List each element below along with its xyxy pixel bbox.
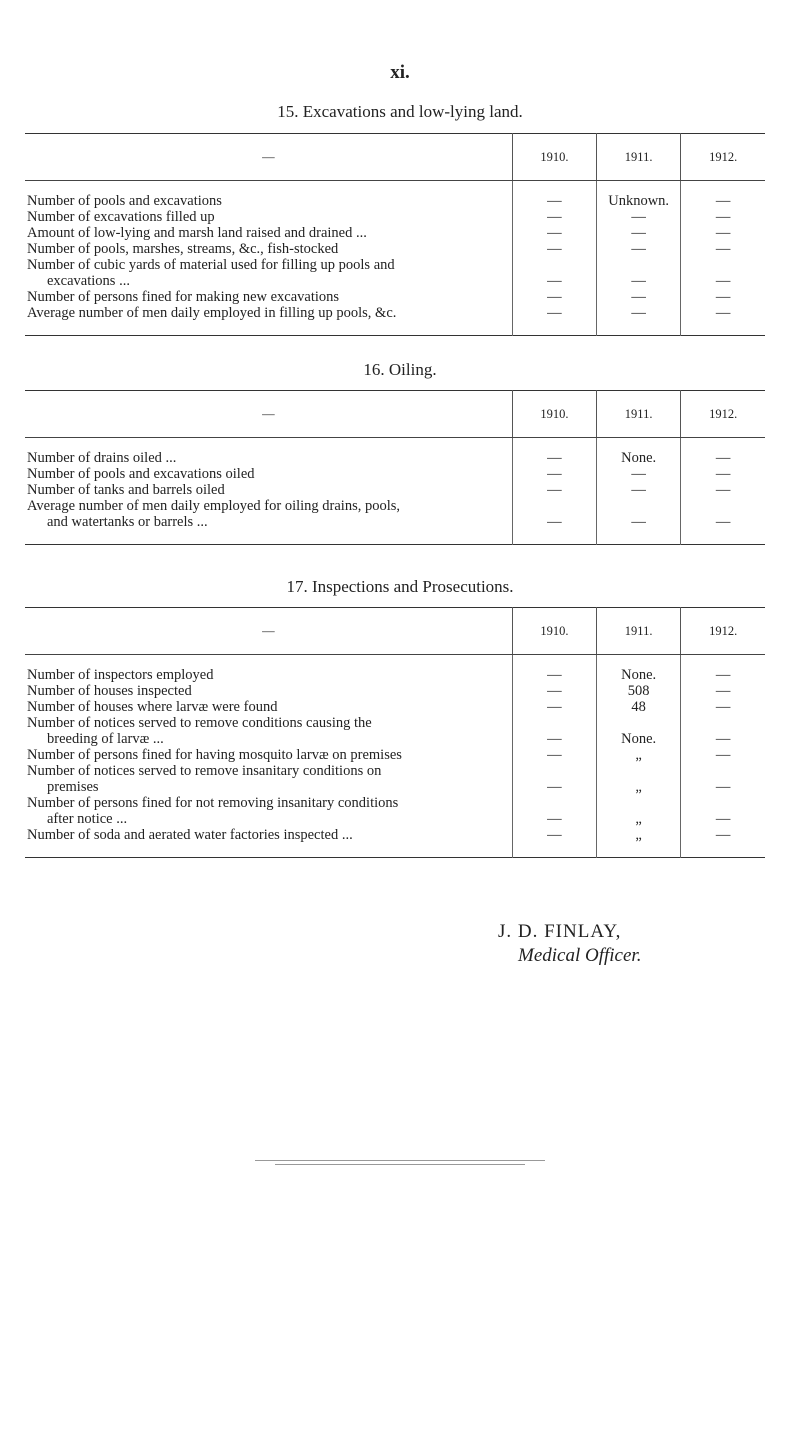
row-label-text: Number of pools, marshes, streams, &c., fish-stocked: [27, 241, 339, 257]
cell-1911: Unknown.: [597, 181, 681, 210]
table-row: [25, 795, 765, 827]
cell-1912: —: [681, 747, 765, 763]
row-label-continuation: excavations ...: [47, 273, 130, 289]
table-row: [25, 655, 765, 684]
cell-1912: —: [681, 438, 765, 467]
cell-1910: —: [512, 683, 596, 699]
cell-1912: —: [681, 241, 765, 257]
table-row: [25, 699, 765, 715]
page-number: xi.: [390, 62, 410, 83]
row-label: [25, 498, 512, 545]
table-row: [25, 241, 765, 257]
row-label-text: Number of persons fined for having mosquito larvæ on premises: [27, 747, 402, 763]
row-label-text: Number of soda and aerated water factories inspected ...: [27, 827, 353, 843]
row-label-text: Number of drains oiled ...: [27, 450, 177, 466]
row-label-text: Number of pools and excavations: [27, 193, 222, 209]
cell-1912: —: [681, 827, 765, 858]
cell-1912: —: [681, 795, 765, 827]
signatory-name: J. D. FINLAY,: [498, 921, 622, 942]
row-label-text: Number of persons fined for making new excavations: [27, 289, 340, 305]
oiling-table: [25, 390, 765, 545]
row-label-continuation: after notice ...: [47, 811, 128, 827]
row-label: [25, 683, 512, 699]
inspections-table: [25, 607, 765, 858]
cell-1911: „: [597, 747, 681, 763]
row-label: [25, 466, 512, 482]
table-row: [25, 289, 765, 305]
row-label: [25, 305, 512, 336]
row-label-text: Number of houses where larvæ were found: [27, 699, 278, 715]
row-label: [25, 257, 512, 289]
table-row: [25, 257, 765, 289]
row-label-text: Number of notices served to remove conditions causing the: [27, 715, 372, 731]
header-1910: 1910.: [512, 608, 596, 655]
cell-1911: 48: [597, 699, 681, 715]
row-label: [25, 289, 512, 305]
cell-1910: —: [512, 827, 596, 858]
row-label: [25, 181, 512, 210]
cell-1910: —: [512, 498, 596, 545]
cell-1910: —: [512, 181, 596, 210]
header-1911: 1911.: [597, 608, 681, 655]
header-1912: 1912.: [681, 608, 765, 655]
row-label: [25, 763, 512, 795]
table-row: [25, 498, 765, 545]
cell-1912: —: [681, 498, 765, 545]
cell-1910: —: [512, 747, 596, 763]
table-row: [25, 225, 765, 241]
cell-1912: —: [681, 225, 765, 241]
excavations-table: [25, 133, 765, 336]
cell-1912: —: [681, 655, 765, 684]
bottom-rule-double: [275, 1164, 525, 1165]
cell-1911: 508: [597, 683, 681, 699]
cell-1910: —: [512, 289, 596, 305]
table-row: [25, 715, 765, 747]
cell-1910: —: [512, 438, 596, 467]
signatory-title: Medical Officer.: [518, 945, 642, 966]
cell-1912: —: [681, 763, 765, 795]
cell-1911: —: [597, 209, 681, 225]
cell-1910: —: [512, 655, 596, 684]
cell-1911: —: [597, 241, 681, 257]
cell-1912: —: [681, 257, 765, 289]
bottom-rule: [255, 1160, 545, 1161]
row-label: [25, 241, 512, 257]
table-row: [25, 209, 765, 225]
cell-1912: —: [681, 181, 765, 210]
row-label: [25, 655, 512, 684]
cell-1912: —: [681, 209, 765, 225]
row-label-text: Number of cubic yards of material used for filling up pools and: [27, 257, 395, 273]
cell-1911: —: [597, 498, 681, 545]
cell-1910: —: [512, 466, 596, 482]
row-label-text: Number of inspectors employed: [27, 667, 214, 683]
header-1912: 1912.: [681, 391, 765, 438]
header-1911: 1911.: [597, 134, 681, 181]
row-label: [25, 795, 512, 827]
row-label-text: Number of pools and excavations oiled: [27, 466, 255, 482]
row-label: [25, 482, 512, 498]
header-blank: —: [25, 608, 512, 655]
cell-1912: —: [681, 482, 765, 498]
cell-1910: —: [512, 225, 596, 241]
section-title-oiling: 16. Oiling.: [363, 360, 437, 379]
row-label: [25, 827, 512, 858]
cell-1910: —: [512, 715, 596, 747]
row-label-text: Amount of low-lying and marsh land raised and drained ...: [27, 225, 367, 241]
cell-1912: —: [681, 715, 765, 747]
row-label: [25, 699, 512, 715]
cell-1910: —: [512, 763, 596, 795]
cell-1910: —: [512, 305, 596, 336]
cell-1911: None.: [597, 438, 681, 467]
cell-1911: „: [597, 763, 681, 795]
row-label: [25, 715, 512, 747]
cell-1912: —: [681, 466, 765, 482]
table-row: [25, 466, 765, 482]
signature-block: [498, 920, 798, 968]
cell-1912: —: [681, 699, 765, 715]
row-label-continuation: premises: [47, 779, 99, 795]
header-blank: —: [25, 134, 512, 181]
cell-1912: —: [681, 305, 765, 336]
header-1910: 1910.: [512, 391, 596, 438]
section-title-excavations: 15. Excavations and low-lying land.: [277, 102, 523, 121]
cell-1911: —: [597, 466, 681, 482]
cell-1911: —: [597, 225, 681, 241]
table-row: [25, 683, 765, 699]
table-row: [25, 438, 765, 467]
header-1910: 1910.: [512, 134, 596, 181]
row-label-continuation: and watertanks or barrels ...: [47, 514, 208, 530]
table-row: [25, 482, 765, 498]
table-row: [25, 827, 765, 858]
row-label: [25, 438, 512, 467]
cell-1910: —: [512, 241, 596, 257]
cell-1911: None.: [597, 655, 681, 684]
row-label-text: Average number of men daily employed for oiling drains, pools,: [27, 498, 401, 514]
row-label-text: Average number of men daily employed in filling up pools, &c.: [27, 305, 397, 321]
cell-1910: —: [512, 209, 596, 225]
header-blank: —: [25, 391, 512, 438]
row-label: [25, 225, 512, 241]
row-label-continuation: breeding of larvæ ...: [47, 731, 164, 747]
cell-1911: —: [597, 305, 681, 336]
cell-1912: —: [681, 289, 765, 305]
row-label-text: Number of notices served to remove insanitary conditions on: [27, 763, 382, 779]
cell-1911: „: [597, 795, 681, 827]
cell-1911: —: [597, 289, 681, 305]
header-1911: 1911.: [597, 391, 681, 438]
row-label-text: Number of houses inspected: [27, 683, 192, 699]
row-label: [25, 747, 512, 763]
row-label-text: Number of persons fined for not removing insanitary conditions: [27, 795, 399, 811]
cell-1910: —: [512, 699, 596, 715]
header-1912: 1912.: [681, 134, 765, 181]
cell-1912: —: [681, 683, 765, 699]
table-row: [25, 747, 765, 763]
table-row: [25, 305, 765, 336]
row-label: [25, 209, 512, 225]
cell-1911: —: [597, 482, 681, 498]
table-row: [25, 763, 765, 795]
cell-1910: —: [512, 257, 596, 289]
cell-1910: —: [512, 482, 596, 498]
row-label-text: Number of tanks and barrels oiled: [27, 482, 225, 498]
cell-1911: —: [597, 257, 681, 289]
row-label-text: Number of excavations filled up: [27, 209, 215, 225]
cell-1910: —: [512, 795, 596, 827]
cell-1911: None.: [597, 715, 681, 747]
section-title-inspections: 17. Inspections and Prosecutions.: [286, 577, 514, 596]
cell-1911: „: [597, 827, 681, 858]
table-row: [25, 181, 765, 210]
